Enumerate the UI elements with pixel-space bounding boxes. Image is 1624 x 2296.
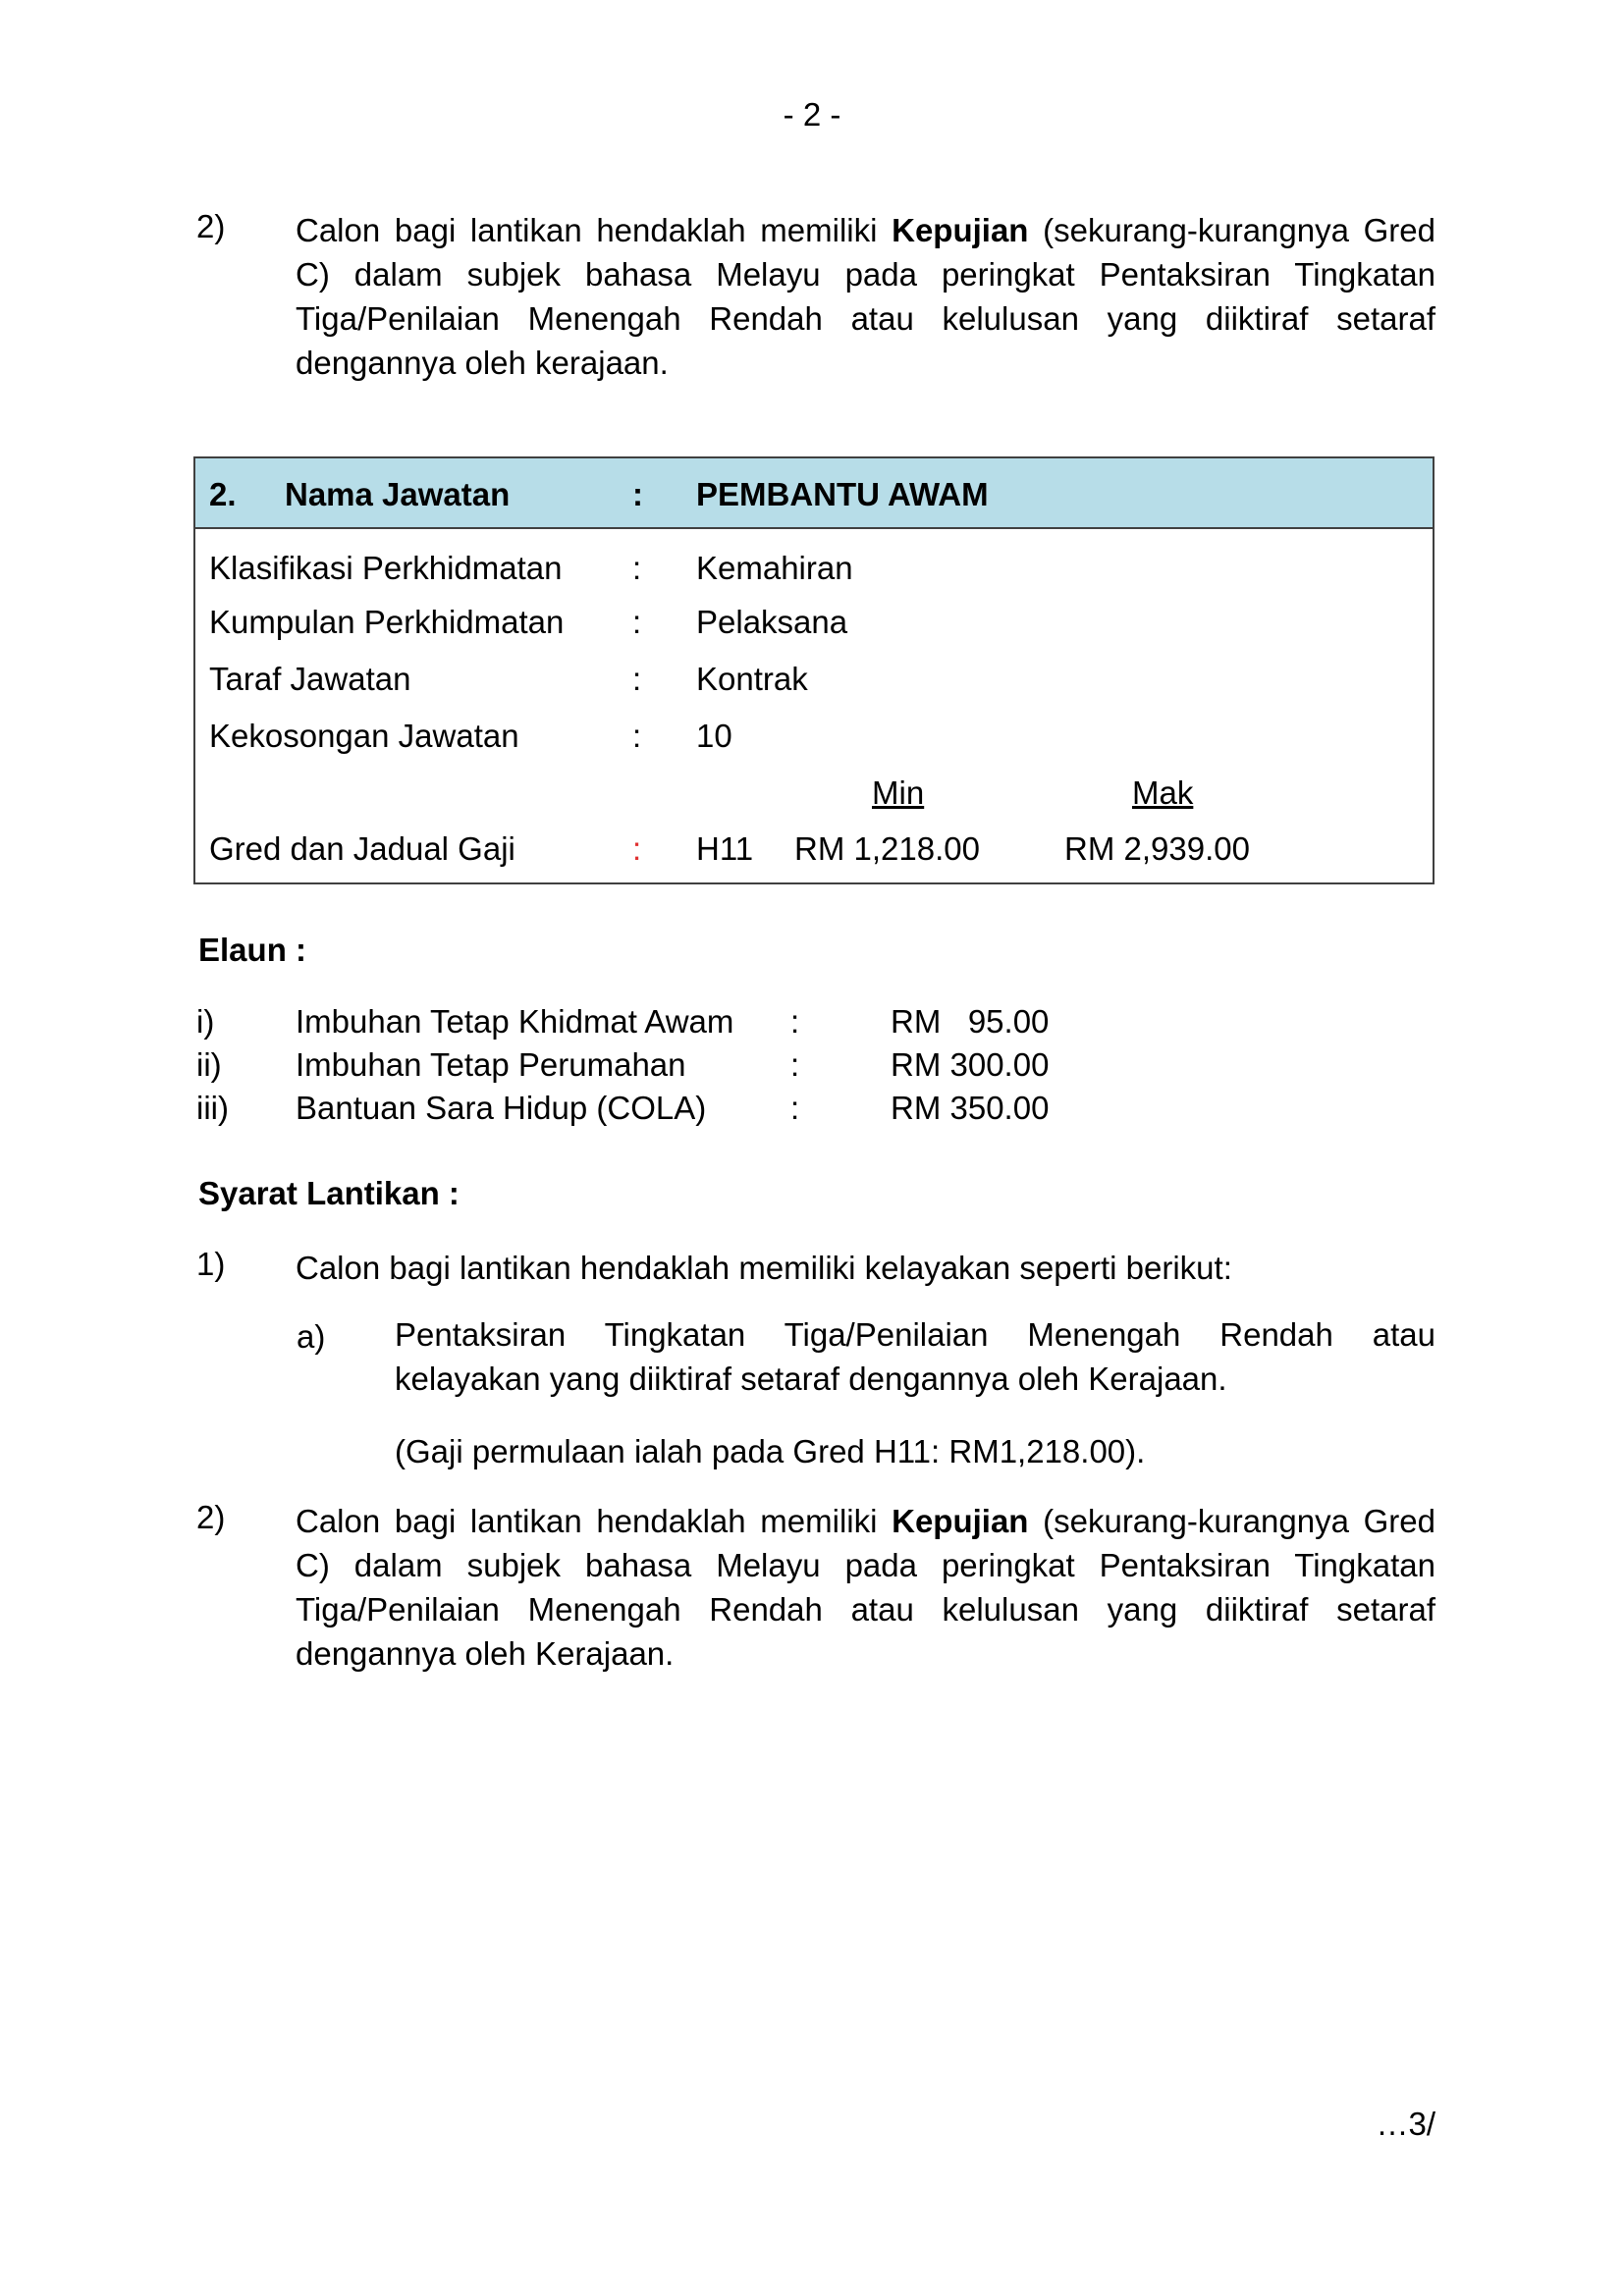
colon: : — [632, 830, 642, 867]
allowance-amount: RM 95.00 — [891, 1003, 1050, 1040]
salary-min-label: Min — [872, 774, 925, 811]
salary-grade: H11 — [696, 830, 754, 867]
row-label: Klasifikasi Perkhidmatan — [209, 550, 563, 586]
item-text: Calon bagi lantikan hendaklah memiliki Kepujian (sekurang-kurangnya Gred C) dalam subjek bahasa Melayu pada peringkat Pentaksiran Tingkatan Tiga/Penilaian Menengah Rendah atau kelulusan yang diiktiraf setaraf dengannya oleh kerajaan. — [296, 212, 1435, 381]
requirements-heading: Syarat Lantikan : — [198, 1175, 460, 1211]
allowance-item — [196, 1003, 1080, 1046]
colon: : — [790, 1046, 800, 1083]
row-value: 10 — [696, 718, 732, 754]
job-row — [195, 718, 1433, 767]
allowance-label: Imbuhan Tetap Perumahan — [296, 1046, 686, 1083]
item-text: Calon bagi lantikan hendaklah memiliki kelayakan seperti berikut: — [296, 1250, 1232, 1286]
allowance-label: Bantuan Sara Hidup (COLA) — [296, 1090, 707, 1126]
allowance-number: i) — [196, 1003, 215, 1040]
colon: : — [790, 1003, 800, 1040]
colon: : — [632, 661, 642, 697]
allowance-amount: RM 350.00 — [891, 1090, 1050, 1126]
job-info-table — [193, 456, 1435, 884]
item-number: 2) — [196, 1499, 226, 1535]
allowances-heading: Elaun : — [198, 932, 307, 968]
row-value: Kontrak — [696, 661, 808, 697]
salary-max: RM 2,939.00 — [1064, 830, 1250, 867]
item-number: 2) — [196, 208, 226, 244]
row-label: Kekosongan Jawatan — [209, 718, 519, 754]
job-row — [195, 550, 1433, 599]
job-name-label: Nama Jawatan — [285, 476, 511, 512]
colon: : — [632, 604, 642, 640]
row-value: Pelaksana — [696, 604, 848, 640]
salary-note: (Gaji permulaan ialah pada Gred H11: RM1,218.00). — [395, 1433, 1146, 1469]
salary-max-label: Mak — [1132, 774, 1194, 811]
item-number: 1) — [196, 1246, 226, 1282]
colon: : — [790, 1090, 800, 1126]
sub-item-letter: a) — [297, 1318, 326, 1355]
colon: : — [632, 718, 642, 754]
allowance-amount: RM 300.00 — [891, 1046, 1050, 1083]
job-name-value: PEMBANTU AWAM — [696, 476, 989, 512]
salary-label: Gred dan Jadual Gaji — [209, 830, 515, 867]
job-number: 2. — [209, 476, 237, 512]
allowance-item — [196, 1090, 1080, 1133]
colon: : — [632, 550, 642, 586]
salary-min: RM 1,218.00 — [794, 830, 980, 867]
colon: : — [632, 476, 643, 512]
next-page-marker: …3/ — [1376, 2106, 1435, 2142]
allowance-label: Imbuhan Tetap Khidmat Awam — [296, 1003, 734, 1040]
sub-item-text: Pentaksiran Tingkatan Tiga/Penilaian Menengah Rendah atau kelayakan yang diiktiraf setaraf dengannya oleh Kerajaan. — [395, 1316, 1435, 1397]
row-value: Kemahiran — [696, 550, 853, 586]
job-title-row — [195, 458, 1433, 529]
item-text: Calon bagi lantikan hendaklah memiliki Kepujian (sekurang-kurangnya Gred C) dalam subjek bahasa Melayu pada peringkat Pentaksiran Tingkatan Tiga/Penilaian Menengah Rendah atau kelulusan yang diiktiraf setaraf dengannya oleh Kerajaan. — [296, 1503, 1435, 1672]
salary-header-row — [195, 774, 1433, 824]
page-number: - 2 - — [783, 96, 841, 133]
allowance-number: ii) — [196, 1046, 222, 1083]
row-label: Kumpulan Perkhidmatan — [209, 604, 565, 640]
allowance-number: iii) — [196, 1090, 229, 1126]
job-row — [195, 661, 1433, 710]
job-row — [195, 604, 1433, 653]
allowance-item — [196, 1046, 1080, 1090]
salary-row — [195, 830, 1433, 880]
row-label: Taraf Jawatan — [209, 661, 411, 697]
